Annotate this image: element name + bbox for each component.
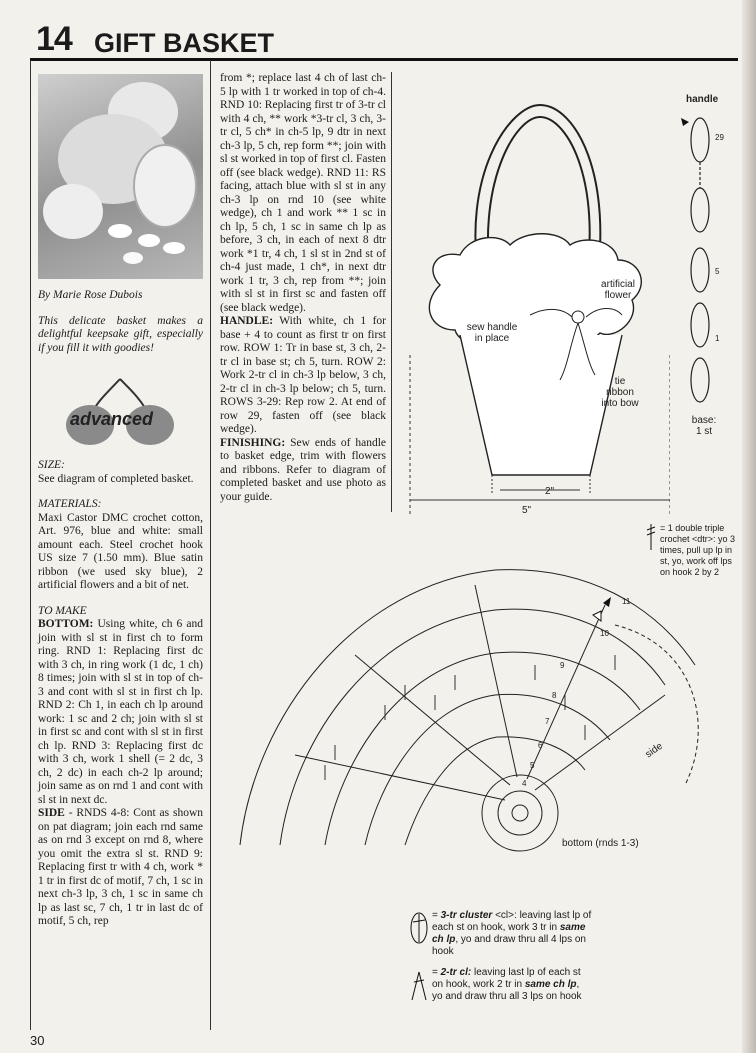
pattern-number: 14 — [36, 20, 72, 58]
difficulty-badge — [38, 377, 203, 447]
round-4-label: 4 — [522, 779, 527, 788]
byline: By Marie Rose Dubois — [38, 289, 143, 301]
size-text: See diagram of completed basket. — [38, 472, 194, 485]
handle-label: HANDLE: — [220, 315, 274, 327]
handle-text: With white, ch 1 for base + 4 to count as first tr on first row. ROW 1: Tr in base st, 3 ch, 2-tr cl in base st; ch 5, turn. ROW 2: Work 2-tr cl in ch-3 lp below, 3 ch, 2-tr cl in ch-3 lp below; ch 5, turn. ROWS 3-29: Rep row 2. At end of row 29, fasten off (see black wedge). — [220, 315, 386, 435]
three-tr-cluster-abbr: <cl>: — [495, 910, 517, 921]
handle-row-5: 5 — [715, 267, 720, 276]
round-6-label: 6 — [538, 741, 543, 750]
side-label: side — [643, 740, 665, 761]
three-tr-cluster-same: same ch lp — [432, 922, 586, 945]
column-divider — [210, 60, 211, 1030]
two-tr-cluster-icon — [408, 968, 430, 1004]
handle-diagram — [675, 110, 725, 420]
two-tr-cluster-legend: = 2-tr cl: leaving last lp of each st on hook, work 2 tr in same ch lp, yo and draw thru all 3 lps on hook — [432, 967, 582, 1002]
bottom-instructions — [38, 618, 203, 807]
bottom-rounds-label: bottom (rnds 1-3) — [562, 838, 639, 849]
round-10-label: 10 — [600, 629, 609, 638]
intro-text: This delicate basket makes a delightful keepsake gift, especially if you fill it with goodies! — [38, 314, 203, 354]
column-divider-right — [391, 72, 392, 512]
three-tr-cluster-end: , yo and draw thru all 4 lps on hook — [432, 934, 586, 957]
round-8-label: 8 — [552, 691, 557, 700]
three-tr-cluster-text: leaving last lp of each st on hook, work 3 tr in — [432, 910, 592, 933]
dimension-2in: 2" — [545, 486, 555, 497]
basket-photo — [38, 74, 203, 279]
left-border — [30, 60, 31, 1030]
sew-handle-label: sew handle in place — [466, 322, 518, 344]
round-11-label: 11 — [622, 597, 631, 606]
handle-instructions — [220, 315, 386, 437]
badge-label: advanced — [70, 409, 154, 429]
handle-diagram-title: handle — [686, 94, 719, 105]
page-edge — [742, 0, 756, 1053]
tie-ribbon-label: tie ribbon into bow — [601, 376, 639, 409]
middle-column — [220, 72, 386, 504]
side-instructions — [38, 807, 203, 929]
bottom-label: BOTTOM: — [38, 618, 94, 630]
two-tr-cluster-end: , yo and draw thru all 3 lps on hook — [432, 979, 582, 1002]
round-5-label: 5 — [530, 761, 535, 770]
finishing-label: FINISHING: — [220, 436, 286, 449]
basket-diagram — [400, 95, 670, 525]
two-tr-cluster-name: 2-tr cl: — [440, 967, 472, 978]
bottom-text: Using white, ch 6 and join with sl st in first ch to form ring. RND 1: Replacing first dc with 3 ch, in ring work (1 dc, 1 ch) 8 times; join with sl st in top of ch-3 and cont with sl st in first ch lp. RND 2: Ch 1, in each ch lp around work: 1 sc and 2 ch; join with sl st in first sc and cont with sl st in first ch lp. RND 3: Replacing first dc with 3 ch, work 1 shell (= 2 dc, 3 ch, 2 dc) in each ch-2 lp around; join same as on rnd 1 and cont with sl st in next dc. — [38, 618, 204, 806]
artificial-flower-label: artificial flower — [601, 279, 635, 301]
round-7-label: 7 — [545, 717, 550, 726]
handle-row-1: 1 — [715, 334, 720, 343]
two-tr-cluster-same: same ch lp — [524, 979, 577, 990]
three-tr-cluster-icon — [408, 910, 430, 946]
dtr-legend: = 1 double triple crochet <dtr>: yo 3 times, pull up lp in st, yo, work off lps on hook 2 by 2 — [660, 523, 736, 577]
to-make-heading: TO MAKE — [38, 604, 87, 617]
page-number: 30 — [30, 1033, 45, 1048]
handle-row-29: 29 — [715, 133, 724, 142]
dimension-5in: 5" — [522, 505, 532, 516]
materials-text: Maxi Castor DMC crochet cotton, Art. 976, blue and white: small amount each. Steel crochet hook US size 7 (1.50 mm). Blue satin ribbon (we used sky blue), 2 artificial flowers and a bit of net. — [38, 511, 203, 591]
title-bar — [30, 14, 738, 61]
side-label: SIDE — [38, 807, 65, 819]
left-column — [38, 74, 203, 929]
three-tr-cluster-name: 3-tr cluster — [440, 910, 493, 921]
materials-heading: MATERIALS: — [38, 498, 102, 510]
round-9-label: 9 — [560, 661, 565, 670]
three-tr-cluster-legend: = 3-tr cluster <cl>: leaving last lp of each st on hook, work 3 tr in same ch lp, yo and draw thru all 4 lps on hook — [432, 910, 592, 957]
size-heading: SIZE: — [38, 459, 65, 471]
rounds-text: from *; replace last 4 ch of last ch-5 lp with 1 tr worked in top of ch-4. RND 10: Replacing first tr of 3-tr cl with 4 ch, ** work *3-tr cl, 3 ch, 3-tr cl, 5 ch* in ch-5 lp, 9 dtr in next ch-3 lp, 5 ch, rep form **; join with sl st worked in top of first cl. Fasten off (see black wedge). RND 11: RS facing, attach blue with sl st in any ch-3 lp on rnd 10 (see white wedge), ch 1 and work ** 1 sc in ch lp, 5 ch, 1 sc in same ch lp as before, 3 ch, in each of next 8 dtr work *1 tr, 4 ch, 1 sl st in 2nd st of ch-4 just made, 1 ch*, in next dtr work 1 tr, 3 ch, rep from **; join with sl st in first sc and fasten off (see black wedge). — [220, 72, 386, 314]
handle-base-label: base: 1 st — [691, 415, 717, 437]
side-text: - RNDS 4-8: Cont as shown on pat diagram; join each rnd same as on rnd 3 except on rnd 8, where you omit the extra sl st. RND 9: Replacing first tr with 4 ch, work * 1 tr in first dc of motif, 7 ch, 1 sc in next ch-3 lp, 3 ch, 1 sc in same ch lp as last sc, 7 ch, 1 tr in last dc of motif, 5 ch, rep — [38, 807, 203, 927]
page-title: GIFT BASKET — [94, 28, 274, 58]
finishing-text: Sew ends of handle to basket edge, trim with flowers and ribbons. Refer to diagram of completed basket and use photo as your guide. — [220, 436, 386, 503]
two-tr-cluster-text: leaving last lp of each st on hook, work 2 tr in — [432, 967, 581, 990]
finishing-instructions — [220, 437, 386, 505]
